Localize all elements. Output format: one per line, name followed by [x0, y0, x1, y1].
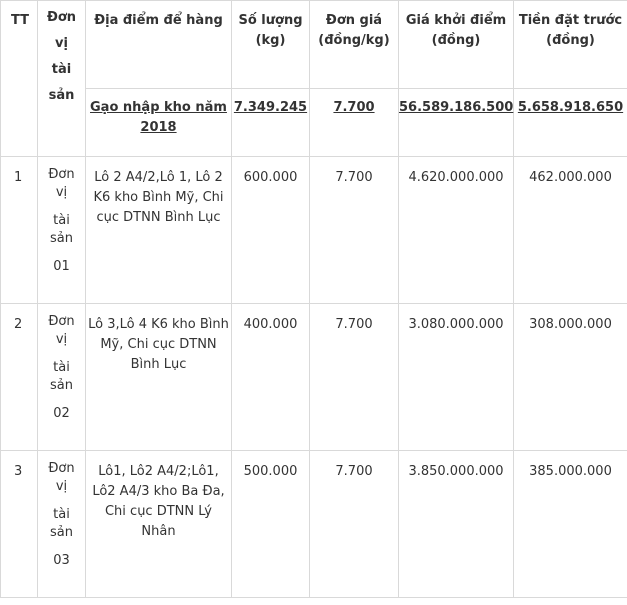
row-location: Lô 2 A4/2,Lô 1, Lô 2 K6 kho Bình Mỹ, Chi cục DTNN Bình Lục	[86, 157, 232, 304]
row-tt: 3	[1, 451, 38, 598]
table-row	[1, 304, 627, 451]
row-unit-price: 7.700	[310, 451, 399, 598]
summary-label: Gạo nhập kho năm 2018	[86, 89, 232, 157]
row-deposit: 462.000.000	[514, 157, 627, 304]
row-deposit: 385.000.000	[514, 451, 627, 598]
summary-row	[1, 89, 627, 157]
row-starting-price: 3.850.000.000	[399, 451, 514, 598]
row-unit-a: Đơn	[48, 461, 75, 476]
row-quantity: 400.000	[232, 304, 310, 451]
row-deposit: 308.000.000	[514, 304, 627, 451]
header-tt: TT	[1, 1, 38, 157]
row-unit	[38, 451, 86, 598]
row-unit-d: sản	[50, 378, 73, 393]
row-unit-c: tài	[53, 213, 70, 228]
row-unit-a: Đơn	[48, 167, 75, 182]
row-tt: 2	[1, 304, 38, 451]
row-unit	[38, 304, 86, 451]
header-deposit: Tiền đặt trước (đồng)	[514, 1, 627, 89]
header-unit-line1: Đơn	[46, 10, 77, 25]
table-row	[1, 157, 627, 304]
row-unit-e: 02	[53, 406, 70, 421]
row-unit-b: vị	[55, 479, 68, 494]
row-unit-d: sản	[50, 231, 73, 246]
row-unit-a: Đơn	[48, 314, 75, 329]
row-unit-price: 7.700	[310, 304, 399, 451]
row-unit-e: 03	[53, 553, 70, 568]
header-unit-line4: sản	[48, 88, 75, 103]
row-quantity: 500.000	[232, 451, 310, 598]
row-location: Lô 3,Lô 4 K6 kho Bình Mỹ, Chi cục DTNN Bình Lục	[86, 304, 232, 451]
header-unit-line2: vị	[55, 36, 68, 51]
row-unit-c: tài	[53, 360, 70, 375]
header-quantity: Số lượng (kg)	[232, 1, 310, 89]
table-row	[1, 451, 627, 598]
header-unit-price: Đơn giá (đồng/kg)	[310, 1, 399, 89]
header-starting-price: Giá khởi điểm (đồng)	[399, 1, 514, 89]
header-unit	[38, 1, 86, 157]
row-unit-d: sản	[50, 525, 73, 540]
row-starting-price: 4.620.000.000	[399, 157, 514, 304]
row-location: Lô1, Lô2 A4/2;Lô1, Lô2 A4/3 kho Ba Đa, Chi cục DTNN Lý Nhân	[86, 451, 232, 598]
row-unit-e: 01	[53, 259, 70, 274]
row-unit-c: tài	[53, 507, 70, 522]
row-quantity: 600.000	[232, 157, 310, 304]
row-unit-b: vị	[55, 185, 68, 200]
header-row	[1, 1, 627, 89]
row-tt: 1	[1, 157, 38, 304]
row-unit	[38, 157, 86, 304]
summary-quantity: 7.349.245	[232, 89, 310, 157]
header-unit-line3: tài	[51, 62, 72, 77]
summary-starting-price: 56.589.186.500	[399, 89, 514, 157]
header-location: Địa điểm để hàng	[86, 1, 232, 89]
summary-unit-price: 7.700	[310, 89, 399, 157]
summary-deposit: 5.658.918.650	[514, 89, 627, 157]
row-starting-price: 3.080.000.000	[399, 304, 514, 451]
row-unit-b: vị	[55, 332, 68, 347]
row-unit-price: 7.700	[310, 157, 399, 304]
